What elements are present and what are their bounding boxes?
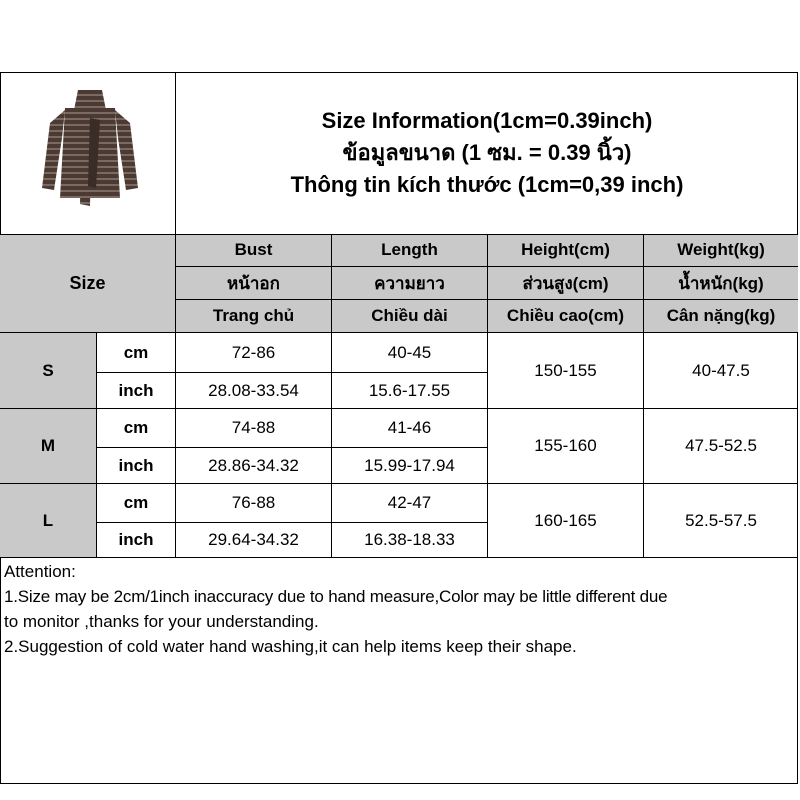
product-image [20, 78, 160, 228]
unit-cm-label: cm [123, 342, 149, 362]
s-bust-inch: 28.08-33.54 [208, 380, 299, 400]
m-height: 155-160 [534, 436, 597, 455]
notes-line: 1.Size may be 2cm/1inch inaccuracy due to hand measure,Color may be little different due [4, 587, 668, 606]
title-vi: Thông tin kích thước (1cm=0,39 inch) [290, 172, 684, 197]
size-header: Size [69, 272, 106, 293]
m-bust-cm: 74-88 [231, 418, 276, 437]
bust-header-en: Bust [234, 240, 273, 259]
m-bust-inch: 28.86-34.32 [208, 455, 299, 475]
unit-cm-label: cm [123, 418, 149, 437]
size-s-label: S [42, 360, 54, 380]
unit-inch-label: inch [118, 530, 154, 549]
m-weight: 47.5-52.5 [685, 436, 757, 455]
s-bust-cm: 72-86 [231, 343, 276, 362]
height-header-vi: Chiều cao(cm) [506, 306, 625, 325]
l-bust-inch: 29.64-34.32 [208, 530, 299, 549]
s-length-cm: 40-45 [387, 343, 432, 362]
l-length-inch: 16.38-18.33 [364, 530, 455, 549]
l-weight: 52.5-57.5 [685, 510, 757, 530]
title-th: ข้อมูลขนาด (1 ซม. = 0.39 นิ้ว) [342, 140, 632, 165]
size-l-label: L [42, 510, 54, 530]
unit-inch-label: inch [118, 380, 154, 400]
bust-header-th: หน้าอก [227, 273, 280, 293]
length-header-vi: Chiều dài [371, 306, 448, 325]
title-block [176, 72, 798, 234]
attention-notes [4, 560, 794, 659]
length-header-th: ความยาว [374, 273, 445, 293]
notes-line: to monitor ,thanks for your understanding. [4, 612, 319, 631]
m-length-inch: 15.99-17.94 [364, 455, 455, 475]
s-weight: 40-47.5 [692, 360, 750, 380]
bust-header-vi: Trang chủ [212, 306, 295, 325]
l-bust-cm: 76-88 [231, 493, 276, 512]
unit-inch-label: inch [118, 455, 154, 475]
l-length-cm: 42-47 [387, 493, 432, 512]
notes-line: 2.Suggestion of cold water hand washing,it can help items keep their shape. [4, 637, 577, 656]
m-length-cm: 41-46 [387, 418, 432, 437]
grid-line [0, 557, 798, 558]
weight-header-en: Weight(kg) [677, 240, 765, 259]
length-header-en: Length [381, 240, 438, 259]
s-length-inch: 15.6-17.55 [368, 380, 451, 400]
s-height: 150-155 [534, 360, 597, 380]
size-m-label: M [40, 436, 56, 455]
weight-header-vi: Cân nặng(kg) [666, 306, 776, 325]
unit-cm-label: cm [123, 493, 149, 512]
notes-heading: Attention: [4, 562, 76, 581]
height-header-en: Height(cm) [521, 240, 610, 259]
weight-header-th: น้ำหนัก(kg) [678, 273, 764, 293]
title-en: Size Information(1cm=0.39inch) [321, 108, 653, 133]
l-height: 160-165 [534, 510, 597, 530]
height-header-th: ส่วนสูง(cm) [522, 273, 609, 293]
